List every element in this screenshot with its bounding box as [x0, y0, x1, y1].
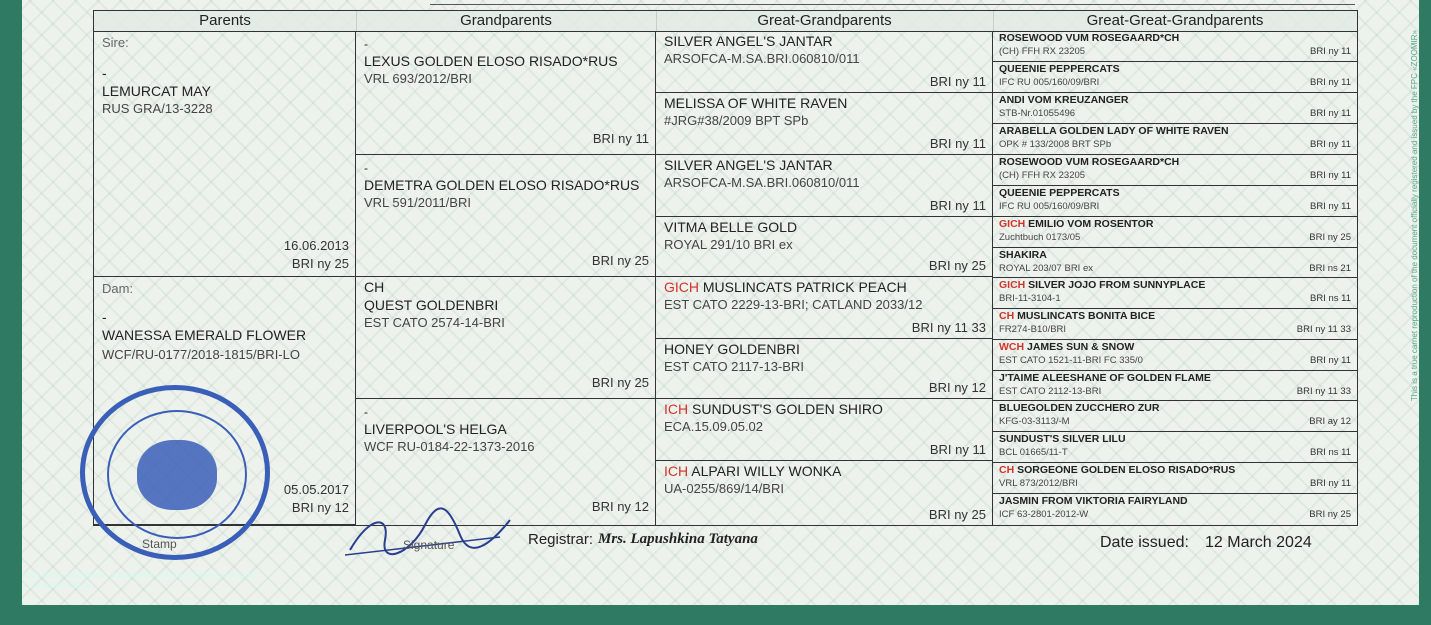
- date-issued-value: 12 March 2024: [1205, 534, 1312, 551]
- ggg-name: SILVER JOJO FROM SUNNYPLACE: [1028, 279, 1206, 291]
- ggg-name: MUSLINCATS BONITA BICE: [1017, 310, 1156, 322]
- gg-name: SILVER ANGEL'S JANTAR: [664, 157, 833, 173]
- great-great-grandparent: [993, 93, 1357, 124]
- ggg-name: ARABELLA GOLDEN LADY OF WHITE RAVEN: [999, 125, 1229, 137]
- gg-name: MUSLINCATS PATRICK PEACH: [702, 279, 907, 295]
- sire-breed: BRI ny 25: [291, 256, 349, 271]
- gg-breed: BRI ny 11: [929, 74, 986, 89]
- ggg-reg: IFC RU 005/160/09/BRI: [999, 77, 1100, 88]
- header-great-grandparents: Great-Grandparents: [656, 11, 994, 32]
- ggg-name: SHAKIRA: [999, 249, 1047, 261]
- ggg-reg: EST CATO 2112-13-BRI: [999, 386, 1102, 397]
- gg-name: VITMA BELLE GOLD: [664, 219, 798, 235]
- ggg-reg: (CH) FFH RX 23205: [999, 170, 1086, 181]
- gg-reg: ECA.15.09.05.02: [664, 419, 764, 434]
- grandparent-name: LIVERPOOL'S HELGA: [364, 421, 507, 437]
- grandparent-title: -: [364, 405, 368, 419]
- gg-reg: #JRG#38/2009 BPT SPb: [664, 113, 809, 128]
- great-grandparent: [656, 461, 993, 525]
- ggg-title: GICH: [999, 218, 1026, 230]
- ggg-reg: VRL 873/2012/BRI: [999, 478, 1078, 489]
- great-great-grandparent: [993, 31, 1357, 62]
- header-parents: Parents: [94, 11, 357, 32]
- dam-reg: WCF/RU-0177/2018-1815/BRI-LO: [102, 347, 300, 362]
- great-grandparent: [656, 93, 993, 155]
- gg-breed: BRI ny 25: [928, 507, 986, 522]
- great-grandparent: [656, 399, 993, 461]
- grandparent-title: CH: [364, 279, 385, 295]
- ggg-reg: FR274-B10/BRI: [999, 324, 1067, 335]
- ggg-breed: BRI ny 11: [1309, 139, 1351, 150]
- ggg-reg: BRI-11-3104-1: [999, 293, 1061, 304]
- gg-title: GICH: [664, 279, 699, 295]
- sire-label: Sire:: [102, 35, 129, 50]
- ggg-reg: IFC RU 005/160/09/BRI: [999, 201, 1100, 212]
- grandparent-breed: BRI ny 11: [592, 131, 649, 146]
- gg-breed: BRI ny 11: [929, 442, 986, 457]
- grandparent-name: QUEST GOLDENBRI: [364, 297, 499, 313]
- header-grandparents: Grandparents: [356, 11, 657, 32]
- signature-label: Signature: [403, 538, 455, 552]
- great-great-grandparent: [993, 401, 1357, 432]
- ggg-reg: (CH) FFH RX 23205: [999, 46, 1086, 57]
- great-great-grandparent: [993, 371, 1357, 401]
- ggg-reg: ICF 63-2801-2012-W: [999, 509, 1089, 520]
- small-print: [22, 571, 255, 591]
- pedigree-table: [93, 10, 1358, 526]
- great-great-grandparent: [993, 432, 1357, 463]
- parent-sire: [94, 31, 356, 277]
- dam-label: Dam:: [102, 281, 134, 296]
- gg-title: ICH: [664, 463, 689, 479]
- gg-reg: ROYAL 291/10 BRI ex: [664, 237, 793, 252]
- ggg-name: J'TAIME ALEESHANE OF GOLDEN FLAME: [999, 372, 1211, 384]
- great-great-grandparent: [993, 217, 1357, 248]
- ggg-name: ROSEWOOD VUM ROSEGAARD*CH: [999, 32, 1180, 44]
- grandparent-name: LEXUS GOLDEN ELOSO RISADO*RUS: [364, 53, 618, 69]
- sire-reg: RUS GRA/13-3228: [102, 101, 213, 116]
- grandparent-1: [356, 31, 656, 155]
- ggg-breed: BRI ns 11: [1309, 293, 1351, 304]
- sire-title: -: [102, 65, 107, 81]
- ggg-name: SUNDUST'S SILVER LILU: [999, 433, 1126, 445]
- small-print-line-2: 13.03.2024 21:18:06: [22, 581, 91, 590]
- official-stamp: [80, 385, 270, 560]
- ggg-name: JAMES SUN & SNOW: [1027, 341, 1135, 353]
- ggg-title: CH: [999, 464, 1015, 476]
- stamp-label: Stamp: [142, 537, 177, 551]
- great-great-grandparent: [993, 309, 1357, 340]
- grandparent-reg: VRL 591/2011/BRI: [364, 195, 471, 210]
- ggg-breed: BRI ny 25: [1309, 509, 1351, 520]
- ggg-reg: BCL 01665/11-T: [999, 447, 1068, 458]
- gg-reg: EST CATO 2229-13-BRI; CATLAND 2033/12: [664, 297, 923, 312]
- small-print-line-1: РОО «ФПЦ «ЗООМИР» | ЗООМИР.РФ | WWW.ZOOMIR-CLUB.COM: [22, 571, 256, 580]
- ggg-breed: BRI ny 11: [1309, 108, 1351, 119]
- top-rule: [430, 0, 1355, 5]
- great-grandparent: [656, 31, 993, 93]
- ggg-name: QUEENIE PEPPERCATS: [999, 63, 1120, 75]
- great-great-grandparent: [993, 186, 1357, 217]
- grandparent-reg: EST CATO 2574-14-BRI: [364, 315, 505, 330]
- gg-reg: UA-0255/869/14/BRI: [664, 481, 784, 496]
- header-great-great-grandparents: Great-Great-Grandparents: [993, 11, 1357, 32]
- grandparent-title: -: [364, 37, 368, 51]
- gg-reg: ARSOFCA-M.SA.BRI.060810/011: [664, 51, 860, 66]
- ggg-reg: Zuchtbuch 0173/05: [999, 232, 1081, 243]
- registrar-label: Registrar:: [528, 531, 594, 548]
- gg-name: HONEY GOLDENBRI: [664, 341, 800, 357]
- great-grandparent: [656, 339, 993, 399]
- gg-breed: BRI ny 25: [928, 258, 986, 273]
- great-great-grandparent: [993, 463, 1357, 494]
- ggg-reg: EST CATO 1521-11-BRI FC 335/0: [999, 355, 1143, 366]
- great-grandparent: [656, 217, 993, 277]
- dam-breed: BRI ny 12: [291, 500, 349, 515]
- grandparent-breed: BRI ny 12: [591, 499, 649, 514]
- gg-breed: BRI ny 11 33: [911, 320, 986, 335]
- ggg-breed: BRI ny 11: [1309, 201, 1351, 212]
- grandparent-name: DEMETRA GOLDEN ELOSO RISADO*RUS: [364, 177, 640, 193]
- registrar-name: Mrs. Lapushkina Tatyana: [598, 531, 758, 547]
- ggg-reg: OPK # 133/2008 BRT SPb: [999, 139, 1112, 150]
- dam-date: 05.05.2017: [283, 482, 349, 497]
- grandparent-breed: BRI ny 25: [591, 375, 649, 390]
- gg-reg: ARSOFCA-M.SA.BRI.060810/011: [664, 175, 860, 190]
- ggg-breed: BRI ns 21: [1309, 263, 1351, 274]
- stamp-emblem-icon: [137, 440, 217, 510]
- great-great-grandparent: [993, 124, 1357, 155]
- ggg-reg: ROYAL 203/07 BRI ex: [999, 263, 1093, 274]
- gg-name: SUNDUST'S GOLDEN SHIRO: [692, 401, 883, 417]
- ggg-reg: STB-Nr.01055496: [999, 108, 1076, 119]
- side-legal-text: This is a true carnet reproduction of the document officially registered and issued by the FPC «ZOOMIR»: [1410, 30, 1419, 402]
- ggg-breed: BRI ny 11: [1309, 170, 1351, 181]
- grandparent-2: [356, 155, 656, 277]
- ggg-name: ROSEWOOD VUM ROSEGAARD*CH: [999, 156, 1180, 168]
- gg-name: ALPARI WILLY WONKA: [691, 463, 842, 479]
- great-great-grandparent: [993, 62, 1357, 93]
- ggg-title: WCH: [999, 341, 1025, 353]
- ggg-breed: BRI ny 11: [1309, 355, 1351, 366]
- grandparent-breed: BRI ny 25: [591, 253, 649, 268]
- grandparent-reg: WCF RU-0184-22-1373-2016: [364, 439, 535, 454]
- grandparent-reg: VRL 693/2012/BRI: [364, 71, 472, 86]
- ggg-name: BLUEGOLDEN ZUCCHERO ZUR: [999, 402, 1160, 414]
- gg-name: MELISSA OF WHITE RAVEN: [664, 95, 848, 111]
- great-great-grandparent: [993, 340, 1357, 371]
- ggg-breed: BRI ny 25: [1309, 232, 1351, 243]
- great-grandparent: [656, 277, 993, 339]
- date-issued-label: Date issued:: [1100, 534, 1189, 551]
- dam-name: WANESSA EMERALD FLOWER: [102, 327, 307, 343]
- ggg-name: QUEENIE PEPPERCATS: [999, 187, 1120, 199]
- great-grandparent: [656, 155, 993, 217]
- ggg-breed: BRI ny 11 33: [1296, 386, 1351, 397]
- signature-icon: [340, 505, 520, 565]
- gg-reg: EST CATO 2117-13-BRI: [664, 359, 804, 374]
- ggg-name: EMILIO VOM ROSENTOR: [1028, 218, 1154, 230]
- ggg-breed: BRI ny 11 33: [1296, 324, 1351, 335]
- gg-breed: BRI ny 11: [929, 136, 986, 151]
- ggg-breed: BRI ny 11: [1309, 46, 1351, 57]
- gg-name: SILVER ANGEL'S JANTAR: [664, 33, 833, 49]
- ggg-breed: BRI ay 12: [1309, 416, 1351, 427]
- ggg-reg: KFG-03-3113/-M: [999, 416, 1070, 427]
- ggg-name: ANDI VOM KREUZANGER: [999, 94, 1129, 106]
- dam-title: -: [102, 309, 107, 325]
- ggg-breed: BRI ny 11: [1309, 478, 1351, 489]
- ggg-title: CH: [999, 310, 1015, 322]
- ggg-breed: BRI ns 11: [1309, 447, 1351, 458]
- ggg-name: SORGEONE GOLDEN ELOSO RISADO*RUS: [1017, 464, 1236, 476]
- sire-date: 16.06.2013: [283, 238, 349, 253]
- great-great-grandparent: [993, 248, 1357, 278]
- great-great-grandparent: [993, 494, 1357, 527]
- ggg-name: JASMIN FROM VIKTORIA FAIRYLAND: [999, 495, 1188, 507]
- grandparent-title: -: [364, 161, 368, 175]
- gg-breed: BRI ny 12: [928, 380, 986, 395]
- grandparent-3: [356, 277, 656, 399]
- great-great-grandparent: [993, 155, 1357, 186]
- ggg-breed: BRI ny 11: [1309, 77, 1351, 88]
- ggg-title: GICH: [999, 279, 1026, 291]
- great-great-grandparent: [993, 278, 1357, 309]
- stamp-inner-ring: [107, 410, 247, 539]
- gg-breed: BRI ny 11: [929, 198, 986, 213]
- gg-title: ICH: [664, 401, 689, 417]
- sire-name: LEMURCAT MAY: [102, 83, 211, 99]
